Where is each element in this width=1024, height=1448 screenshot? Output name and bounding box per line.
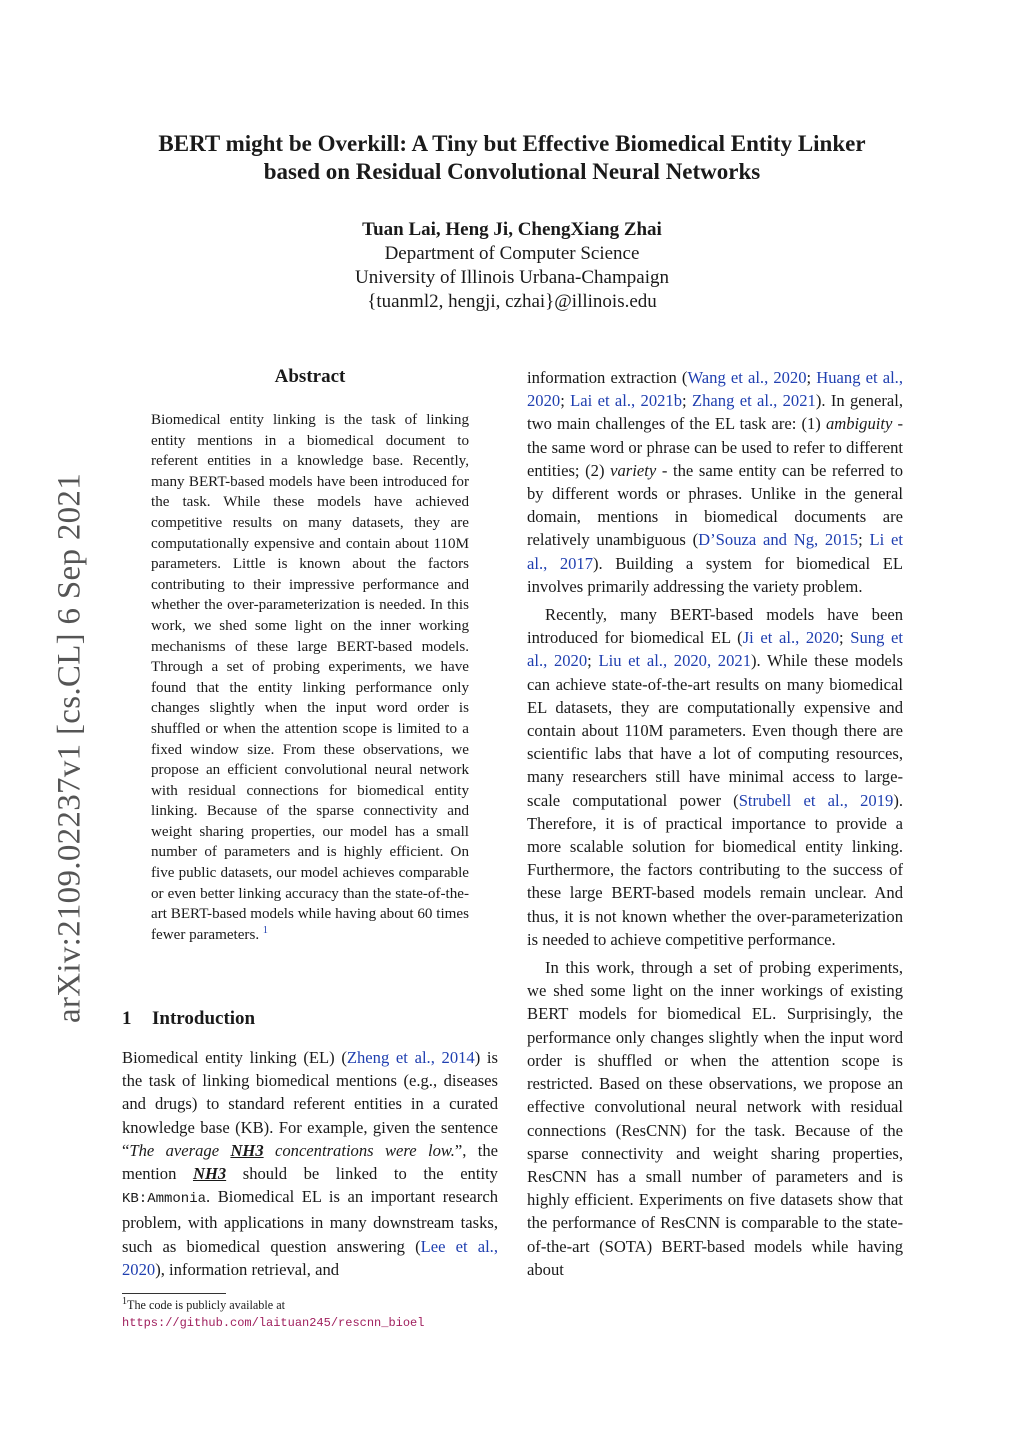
text-run: . Biomedical EL is an important research problem, with applications in many downstream tasks, such as biomedical question answering ( xyxy=(122,1187,498,1256)
text-run: ). While these models can achieve state-of-the-art results on many biomedical EL datasets, they are computationally expensive and contain about 110M parameters. Even though there are scientific labs that have a lot of computing resources, many researchers still have minimal access to large-scale computational power ( xyxy=(527,651,903,810)
paragraph-this-work: In this work, through a set of probing experiments, we shed some light on the inner workings of existing BERT models for biomedical EL. Surprisingly, the performance only changes slightly when the input word order is shuffled or when the attention scope is restricted. Based on these observations, we propose an effective convolutional neural network with residual connections (ResCNN) for the task. Because of the sparse connectivity and weight sharing properties, ResCNN has a small number of parameters and is highly efficient. Experiments on five datasets show that the performance of ResCNN is comparable to the state-of-the-art (SOTA) BERT-based models while having about xyxy=(527,958,903,1279)
text-run: ; xyxy=(806,368,817,387)
footnote xyxy=(122,1297,502,1331)
right-column xyxy=(527,366,903,1286)
text-run: ; xyxy=(839,628,851,648)
introduction-paragraph xyxy=(122,1046,498,1281)
text-run: ). Building a system for biomedical EL involves primarily addressing the variety problem. xyxy=(527,553,903,596)
citation-wang[interactable]: Wang et al., 2020 xyxy=(687,368,807,387)
section-heading-introduction xyxy=(122,1008,255,1030)
text-run: ; xyxy=(682,391,692,411)
text-run: ). Therefore, it is of practical importance to provide a more scalable solution for biomedical entity linking. Furthermore, the factors contributing to the success of these large BERT-based models remain unclear. And thus, it is not known whether the over-parameterization is needed to achieve competitive performance. xyxy=(527,790,903,949)
author-department: Department of Computer Science xyxy=(384,243,640,264)
text-run: ), information retrieval, and xyxy=(155,1259,340,1279)
text-run: ). In general, two main challenges of the EL task are: (1) xyxy=(527,391,903,434)
text-run: ) is the task of linking biomedical mentions (e.g., diseases and drugs) to standard referent entities in a curated knowledge base (KB). For example, given the sentence “ xyxy=(122,1048,498,1160)
footnote-reference[interactable]: 1 xyxy=(262,924,268,936)
citation-strubell[interactable]: Strubell et al., 2019 xyxy=(738,790,894,810)
title-line-1: BERT might be Overkill: A Tiny but Effective Biomedical Entity Linker xyxy=(158,131,866,156)
mention-nh3: NH3 xyxy=(192,1164,227,1184)
footnote-divider xyxy=(122,1293,226,1294)
author-names: Tuan Lai, Heng Ji, ChengXiang Zhai xyxy=(362,219,662,240)
example-sentence-start: The average xyxy=(129,1140,231,1160)
text-run: should be linked to the entity xyxy=(226,1164,498,1184)
text-run: Recently, many BERT-based models have been introduced for biomedical EL ( xyxy=(527,605,903,648)
paragraph-bert-models xyxy=(527,603,903,951)
author-university: University of Illinois Urbana-Champaign xyxy=(355,267,669,288)
citation-lai[interactable]: Lai et al., 2021b xyxy=(570,391,683,411)
text-run: Biomedical entity linking (EL) ( xyxy=(122,1048,347,1067)
footnote-mark: 1 xyxy=(122,1295,127,1307)
citation-huang[interactable]: Huang et al., 2020 xyxy=(527,368,903,411)
paragraph-ambiguity-variety xyxy=(527,366,903,598)
text-run: ; xyxy=(858,530,870,550)
citation-zheng[interactable]: Zheng et al., 2014 xyxy=(346,1048,475,1067)
citation-sung[interactable]: Sung et al., 2020 xyxy=(527,628,903,671)
citation-lee[interactable]: Lee et al., 2020 xyxy=(122,1236,498,1279)
text-run: ; xyxy=(560,391,571,411)
abstract-body xyxy=(151,410,469,945)
citation-ji[interactable]: Ji et al., 2020 xyxy=(742,628,840,648)
text-run: ”, the mention xyxy=(122,1140,499,1184)
arxiv-identifier-text: arXiv:2109.02237v1 [cs.CL] 6 Sep 2021 xyxy=(51,472,88,1024)
citation-liu[interactable]: Liu et al., 2020, 2021 xyxy=(598,651,751,671)
title-line-2: based on Residual Convolutional Neural Networks xyxy=(263,159,761,184)
text-run: - the same entity can be referred to by different words or phrases. Unlike in the general domain, mentions in biomedical documents are relatively unambiguous ( xyxy=(527,460,903,550)
term-variety: variety xyxy=(610,460,657,480)
citation-li[interactable]: Li et al., 2017 xyxy=(527,530,903,573)
text-run: ; xyxy=(587,651,599,671)
paper-title xyxy=(100,130,924,186)
example-sentence-end: concentrations were low. xyxy=(263,1140,455,1160)
citation-zhang[interactable]: Zhang et al., 2021 xyxy=(691,391,816,411)
citation-dsouza[interactable]: D’Souza and Ng, 2015 xyxy=(698,530,859,550)
section-number: 1 xyxy=(122,1008,132,1029)
footnote-text: The code is publicly available at xyxy=(127,1298,286,1312)
kb-entity: KB:Ammonia xyxy=(122,1191,207,1208)
abstract-text: Biomedical entity linking is the task of linking entity mentions in a biomedical document to referent entities in a knowledge base. Recently, many BERT-based models have been introduced for the task. While these models have achieved competitive results on many datasets, they are computationally expensive and contain about 110M parameters. Little is known about the factors contributing to their impressive performance and whether the over-parameterization is needed. In this work, we shed some light on the inner working mechanisms of these large BERT-based models. Through a set of probing experiments, we have found that the entity linking performance only changes slightly when the input word order is shuffled or when the attention scope is limited to a fixed window size. From these observations, we propose an efficient convolutional neural network with residual connections for biomedical entity linking. Because of the sparse connectivity and weight sharing properties, our model has a small number of parameters and is highly efficient. On five public datasets, our model achieves comparable or even better linking accuracy than the state-of-the-art BERT-based models while having about 60 times fewer parameters. xyxy=(151,412,469,943)
term-ambiguity: ambiguity xyxy=(825,414,893,434)
text-run: - the same word or phrase can be used to refer to different entities; (2) xyxy=(527,414,903,480)
author-block xyxy=(200,218,824,314)
abstract-heading: Abstract xyxy=(274,366,346,387)
section-title: Introduction xyxy=(152,1008,256,1029)
example-mention: NH3 xyxy=(230,1140,264,1160)
author-email: {tuanml2, hengji, czhai}@illinois.edu xyxy=(367,291,657,312)
text-run: information extraction ( xyxy=(527,368,688,387)
code-url-link[interactable]: https://github.com/laituan245/rescnn_bioel xyxy=(122,1315,425,1330)
